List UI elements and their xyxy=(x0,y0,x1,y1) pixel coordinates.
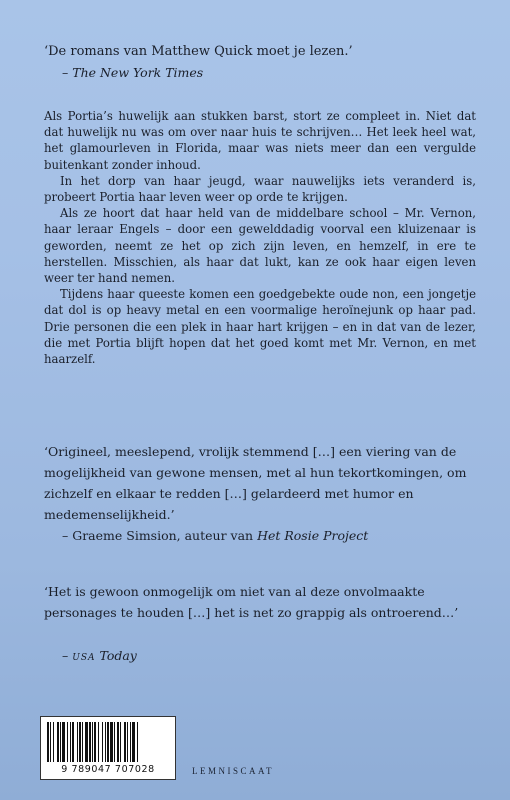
barcode-bar xyxy=(67,722,68,762)
barcode-bar xyxy=(94,722,96,762)
barcode-bar xyxy=(57,722,59,762)
barcode-bar xyxy=(107,722,109,762)
barcode-bar xyxy=(120,722,121,762)
barcode-bar xyxy=(85,722,88,762)
blurb-paragraph: Tijdens haar queeste komen een goedgebekte oude non, een jongetje dat dol is op heavy metal en een voormalige heroïnejunk op haar pad. Drie personen die een plek in haar hart krijgen – en in dat van de lezer, die met Portia blijft hopen dat het goed komt met Mr. Vernon, en met haarzelf. xyxy=(44,287,476,367)
barcode-bar xyxy=(127,722,128,762)
barcode-bar xyxy=(72,722,74,762)
top-quote: ‘De romans van Matthew Quick moet je lezen.’ xyxy=(44,44,353,59)
bottom-quote: ‘Het is gewoon onmogelijk om niet van al deze onvolmaakte personages te houden […] het is net zo grappig als ontroerend…’ xyxy=(44,584,459,620)
blurb-paragraph: Als ze hoort dat haar held van de middelbare school – Mr. Vernon, haar leraar Engels – door een gewelddadig voorval een kluizenaar is geworden, neemt ze het op zich zijn leven, en hemzelf, in ere te herstellen. Misschien, als haar dat lukt, kan ze ook haar eigen leven weer ter hand nemen. xyxy=(44,206,476,286)
barcode-number: 9 789047 707028 xyxy=(61,764,155,775)
barcode-bar xyxy=(124,722,126,762)
barcode xyxy=(40,716,176,780)
blurb-paragraph: In het dorp van haar jeugd, waar nauwelijks iets veranderd is, probeert Portia haar leven weer op orde te krijgen. xyxy=(44,173,476,205)
publisher-name: LEMNISCAAT xyxy=(192,766,275,776)
barcode-bar xyxy=(117,722,119,762)
barcode-bar xyxy=(79,722,81,762)
barcode-bar xyxy=(105,722,106,762)
barcode-bar xyxy=(132,722,135,762)
barcode-bar xyxy=(92,722,93,762)
barcode-bar xyxy=(82,722,83,762)
barcode-bar xyxy=(89,722,91,762)
barcode-bar xyxy=(50,722,51,762)
bottom-quote-attribution: – usa Today xyxy=(62,648,137,663)
barcode-bar xyxy=(110,722,113,762)
barcode-bar xyxy=(137,722,138,762)
middle-quote-attribution: – Graeme Simsion, auteur van Het Rosie Project xyxy=(62,528,369,543)
top-quote-attribution: – The New York Times xyxy=(62,65,204,80)
barcode-bar xyxy=(53,722,54,762)
barcode-bar xyxy=(47,722,49,762)
barcode-bar xyxy=(77,722,78,762)
barcode-bar xyxy=(98,722,99,762)
blurb xyxy=(44,108,476,367)
barcode-bars xyxy=(47,722,169,762)
barcode-bar xyxy=(114,722,115,762)
barcode-bar xyxy=(130,722,131,762)
barcode-bar xyxy=(60,722,61,762)
barcode-bar xyxy=(102,722,103,762)
barcode-bar xyxy=(62,722,65,762)
middle-quote: ‘Origineel, meeslepend, vrolijk stemmend […] een viering van de mogelijkheid van gewone mensen, met al hun tekortkomingen, om zichzelf en elkaar te redden […] gelardeerd met humor en medemenselijkheid.’ xyxy=(44,444,467,522)
barcode-bar xyxy=(70,722,71,762)
blurb-paragraph: Als Portia’s huwelijk aan stukken barst, stort ze compleet in. Niet dat dat huwelijk nu was om over naar huis te schrijven… Het leek heel wat, het glamourleven in Florida, maar was niets meer dan een vergulde buitenkant zonder inhoud. xyxy=(44,109,476,172)
